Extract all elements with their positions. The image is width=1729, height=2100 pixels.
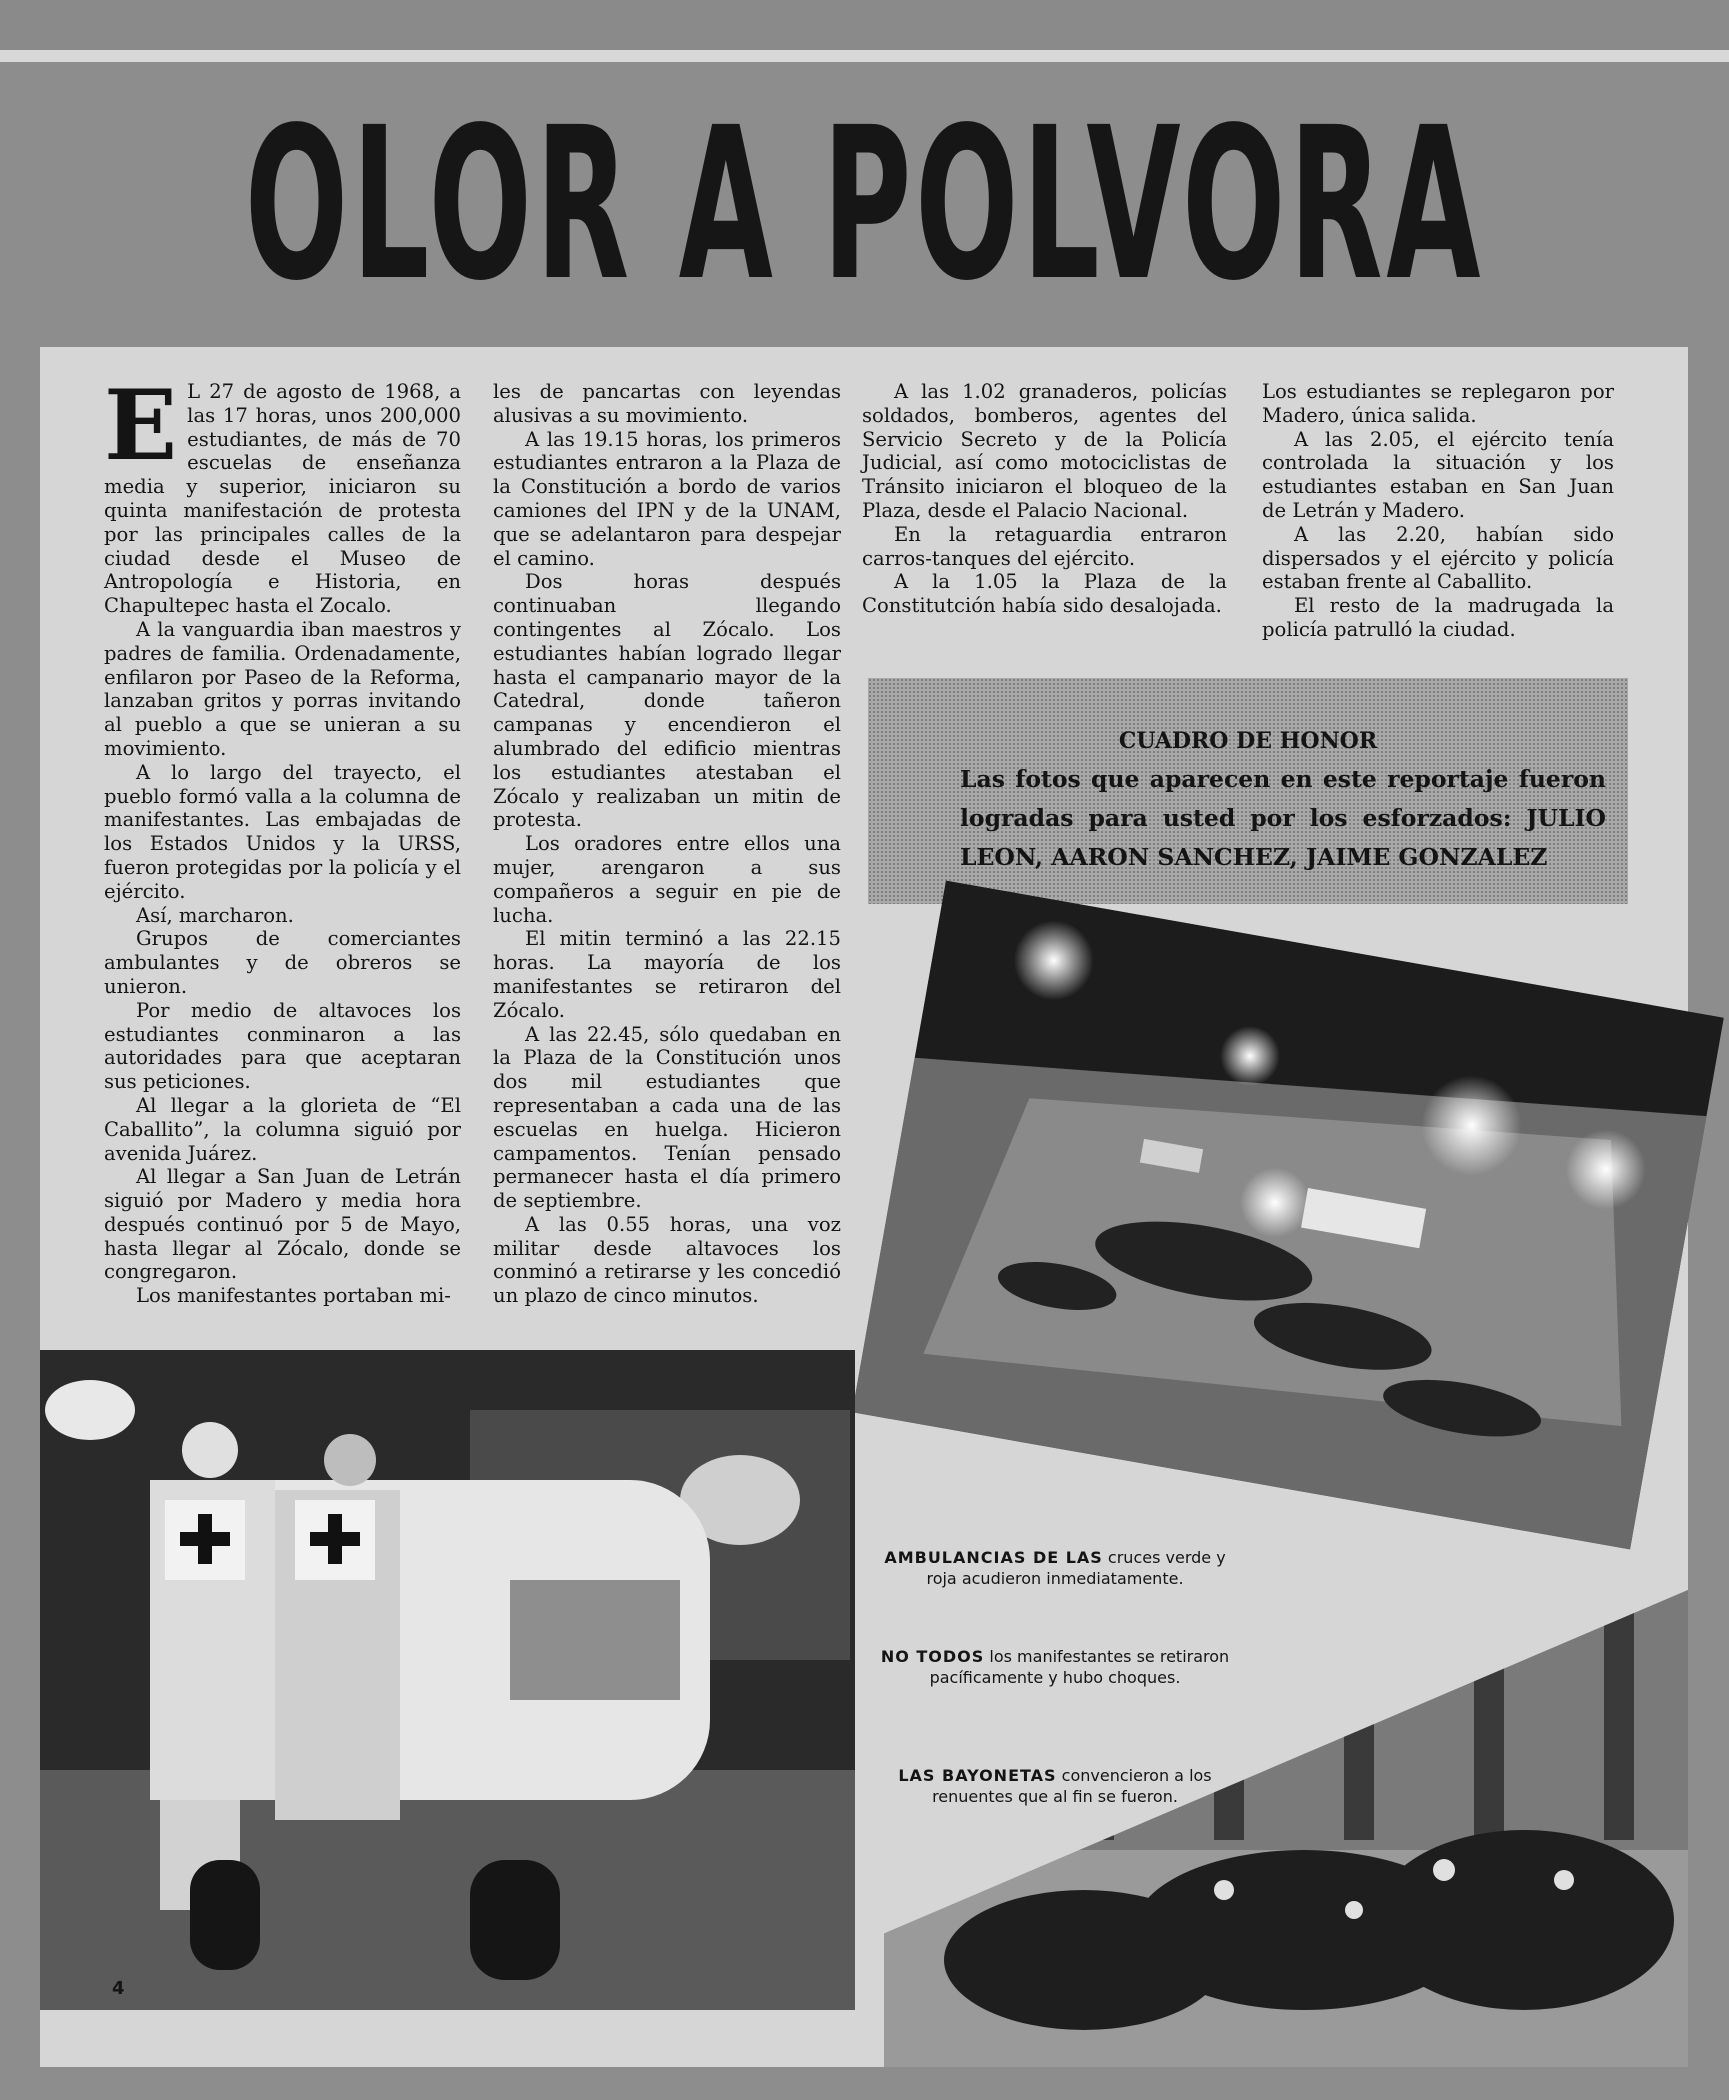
paragraph: A las 1.02 granaderos, policías soldados, bomberos, agentes del Servicio Secreto y de la Policía Judicial, así como motociclistas de Tránsito iniciaron el bloqueo de la Plaza, desde el Palacio Nacional. <box>862 380 1227 522</box>
paragraph: Los estudiantes se replegaron por Madero, única salida. <box>1262 380 1614 427</box>
right-margin-band <box>1688 347 1729 2100</box>
ambulance-photo-image <box>40 1350 855 2010</box>
paragraph: A las 2.05, el ejército tenía controlada la situación y los estudiantes estaban en San Juan de Letrán y Madero. <box>1262 427 1614 522</box>
paragraph: Dos horas después continuaban llegando contingentes al Zócalo. Los estudiantes habían logrado llegar hasta el campanario mayor de la Catedral, donde tañeron campanas y encendieron el alumbrado del edificio mientras los estudiantes atestaban el Zócalo y realizaban un mitin de protesta. <box>493 570 841 832</box>
article-column-4 <box>1262 380 1614 642</box>
paragraph: A las 0.55 horas, una voz militar desde altavoces los conminó a retirarse y les concedió un plazo de cinco minutos. <box>493 1212 841 1308</box>
top-rule <box>0 50 1729 62</box>
article-column-1 <box>104 369 461 1308</box>
top-band <box>0 0 1729 50</box>
paragraph: A las 19.15 horas, los primeros estudiantes entraron a la Plaza de la Constitución a bordo de varios camiones del IPN y de la UNAM, que se adelantaron para despejar el camino. <box>493 427 841 570</box>
paragraph: les de pancartas con leyendas alusivas a su movimiento. <box>493 380 841 427</box>
honor-box <box>868 678 1628 904</box>
drop-cap: E <box>104 369 178 482</box>
paragraph: En la retaguardia entraron carros-tanques del ejército. <box>862 522 1227 570</box>
paragraph: Grupos de comerciantes ambulantes y de obreros se unieron. <box>104 927 461 998</box>
paragraph: Al llegar a San Juan de Letrán siguió por Madero y media hora después continuó por 5 de Mayo, hasta llegar al Zócalo, donde se congregaron. <box>104 1165 461 1284</box>
caption-ambulances: AMBULANCIAS DE LAS cruces verde y roja acudieron inmediatamente. <box>884 1548 1226 1588</box>
caption-no-todos: NO TODOS los manifestantes se retiraron pacíficamente y hubo choques. <box>880 1647 1230 1687</box>
page-number: 4 <box>112 1978 125 1999</box>
paragraph: A la 1.05 la Plaza de la Constitutción había sido desalojada. <box>862 570 1227 618</box>
left-margin-band <box>0 347 40 2100</box>
paragraph: Así, marcharon. <box>136 903 294 927</box>
paragraph: A la vanguardia iban maestros y padres de familia. Ordenadamente, enfilaron por Paseo de la Reforma, lanzaban gritos y porras invitando al pueblo a que se unieran a su movimiento. <box>104 617 461 760</box>
honor-body: Las fotos que aparecen en este reportaje fueron logradas para usted por los esforzados: JULIO LEON, AARON SANCHEZ, JAIME GONZALEZ <box>960 765 1606 871</box>
paragraph: Los manifestantes portaban mi- <box>136 1284 451 1308</box>
paragraph: Al llegar a la glorieta de “El Caballito”, la columna siguió por avenida Juárez. <box>104 1093 461 1165</box>
article-column-3 <box>862 380 1227 618</box>
headline: OLOR A POLVORA <box>244 82 1485 327</box>
paragraph: A las 2.20, habían sido dispersados y el ejército y policía estaban frente al Caballito. <box>1262 522 1614 594</box>
paragraph: Por medio de altavoces los estudiantes conminaron a las autoridades para que aceptaran sus peticiones. <box>104 998 461 1094</box>
honor-heading: CUADRO DE HONOR <box>1118 728 1378 754</box>
bottom-band <box>0 2067 1729 2100</box>
lead-paragraph: E L 27 de agosto de 1968, a las 17 horas, unos 200,000 estudiantes, de más de 70 escuelas de enseñanza media y superior, iniciaron su quinta manifestación de protesta por las principales calles de la ciudad desde el Museo de Antropología e Historia, en Chapultepec hasta el Zocalo. <box>104 369 461 618</box>
headline-band <box>0 62 1729 347</box>
paragraph: A las 22.45, sólo quedaban en la Plaza de la Constitución unos dos mil estudiantes que representaban a cada una de las escuelas en huelga. Hicieron campamentos. Tenían pensado permanecer hasta el día primero de septiembre. <box>493 1022 841 1213</box>
paragraph: A lo largo del trayecto, el pueblo formó valla a la columna de manifestantes. Las embajadas de los Estados Unidos y la URSS, fueron protegidas por la policía y el ejército. <box>104 760 461 903</box>
ambulance-photo <box>40 1350 855 2010</box>
article-column-2 <box>493 380 841 1308</box>
paragraph: El mitin terminó a las 22.15 horas. La mayoría de los manifestantes se retiraron del Zócalo. <box>493 927 841 1022</box>
caption-bayonetas: LAS BAYONETAS convencieron a los renuentes que al fin se fueron. <box>898 1766 1212 1806</box>
paragraph: Los oradores entre ellos una mujer, arengaron a sus compañeros a seguir en pie de lucha. <box>493 832 841 927</box>
paragraph: El resto de la madrugada la policía patrulló la ciudad. <box>1262 594 1614 641</box>
